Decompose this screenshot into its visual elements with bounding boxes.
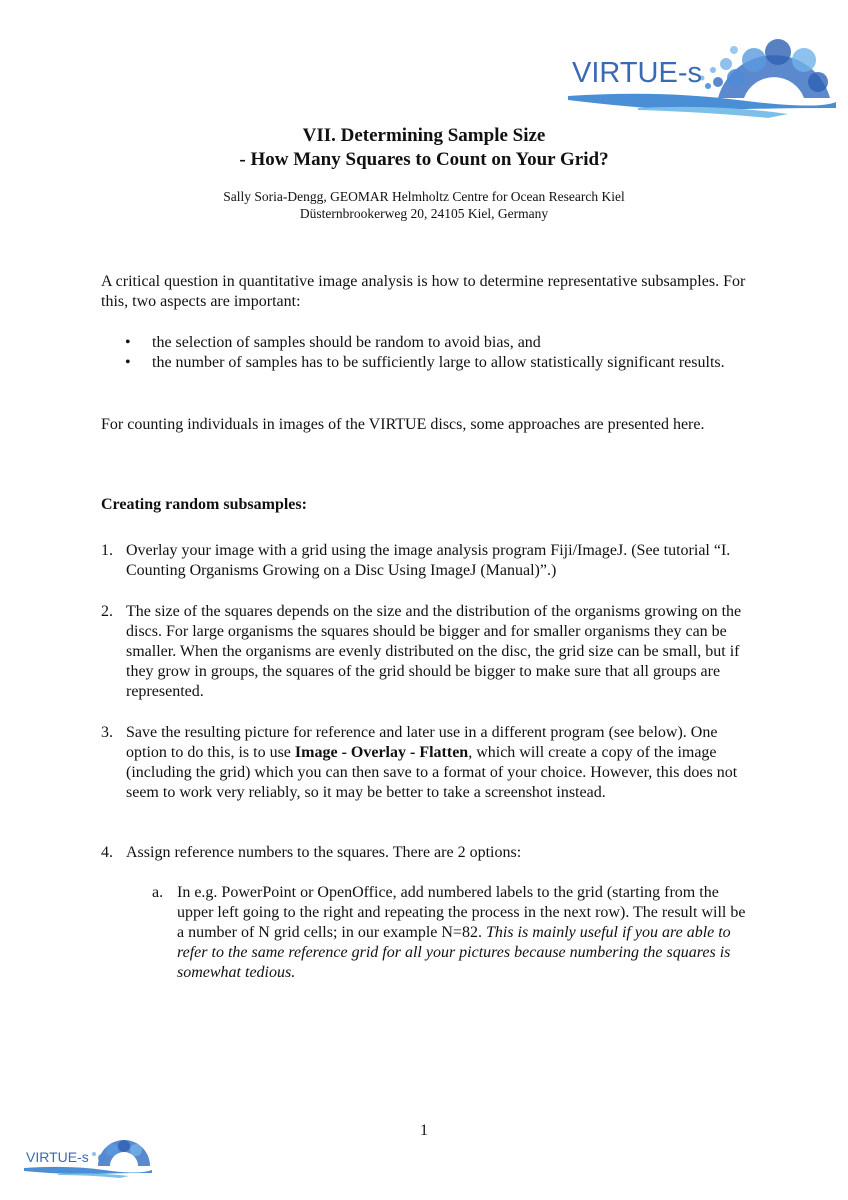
document-title — [0, 124, 848, 172]
logo-text: VIRTUE-s — [26, 1149, 89, 1165]
intro-paragraph-2: For counting individuals in images of the VIRTUE discs, some approaches are presented here. — [101, 416, 705, 433]
item-text: Overlay your image with a grid using the image analysis program Fiji/ImageJ. (See tutorial “I. Counting Organisms Growing on a Disc Using ImageJ (Manual)”.) — [126, 542, 731, 579]
logo-bubbles-icon — [700, 39, 831, 98]
list-item — [101, 541, 761, 581]
sub-item-text — [177, 883, 752, 983]
sub-item-letter: a. — [152, 884, 164, 901]
author-line-2: Düsternbrookerweg 20, 24105 Kiel, Germany — [299, 206, 549, 221]
author-block — [0, 188, 848, 222]
sub-list-item — [152, 883, 752, 983]
logo-bubbles-icon — [92, 1140, 150, 1166]
list-item — [101, 843, 761, 863]
logo-text: VIRTUE-s — [572, 57, 702, 89]
list-item — [101, 602, 761, 702]
section-heading: Creating random subsamples: — [101, 496, 307, 513]
title-line-1: VII. Determining Sample Size — [302, 125, 546, 146]
menu-path: Image - Overlay - Flatten — [294, 744, 469, 761]
item-text — [126, 723, 761, 803]
item-number: 3. — [101, 724, 113, 741]
list-item — [101, 723, 761, 803]
item-number: 4. — [101, 844, 113, 861]
page-number: 1 — [420, 1122, 428, 1139]
bullet-item: • the number of samples has to be sufficiently large to allow statistically significant results. — [127, 353, 767, 373]
title-line-2: - How Many Squares to Count on Your Grid? — [239, 149, 609, 170]
item-number: 1. — [101, 542, 113, 559]
item-text: The size of the squares depends on the size and the distribution of the organisms growing on the discs. For large organisms the squares should be bigger and for smaller organisms they can be smaller. When the organisms are evenly distributed on the disc, the grid size can be small, but if they grow in groups, the squares of the grid should be bigger to make sure that all groups are represented. — [126, 603, 742, 700]
item-text-after: , which will create a copy of the image (including the grid) which you can then save to a format of your choice. However, this does not seem to work very reliably, so it may be better to take a screenshot instead. — [126, 744, 738, 801]
intro-paragraph: A critical question in quantitative image analysis is how to determine representative subsamples. For this, two aspects are important: — [101, 273, 746, 310]
sub-item-text-main: In e.g. PowerPoint or OpenOffice, add numbered labels to the grid (starting from the upper left going to the right and repeating the process in the next row). The result will be a number of N grid cells; in our example N=82. — [177, 884, 746, 941]
bullet-item: • the selection of samples should be random to avoid bias, and — [127, 333, 767, 353]
item-text: Assign reference numbers to the squares. There are 2 options: — [126, 844, 522, 861]
footer-virtue-s-logo — [24, 1138, 154, 1178]
item-number: 2. — [101, 603, 113, 620]
author-line-1: Sally Soria-Dengg, GEOMAR Helmholtz Centre for Ocean Research Kiel — [223, 189, 625, 204]
bullet-list — [127, 333, 767, 373]
sub-item-note: This is mainly useful if you are able to refer to the same reference grid for all your pictures because numbering the squares is somewhat tedious. — [177, 924, 731, 981]
virtue-s-logo — [568, 38, 838, 120]
item-text-before: Save the resulting picture for reference and later use in a different program (see below). One option to do this, is to use — [126, 724, 718, 761]
